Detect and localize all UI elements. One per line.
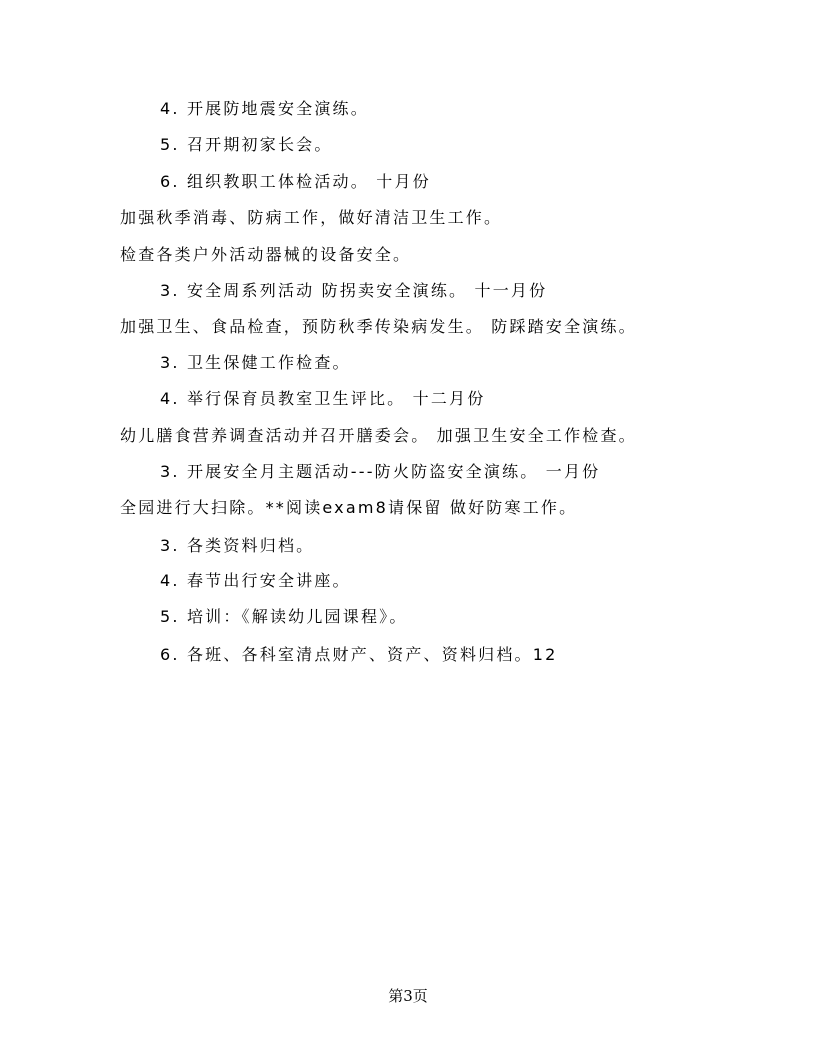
text-line: 3. 卫生保健工作检查。: [160, 353, 351, 372]
text-line: 6. 组织教职工体检活动。 十月份: [160, 172, 431, 191]
text-line: 幼儿膳食营养调查活动并召开膳委会。 加强卫生安全工作检查。: [120, 426, 637, 445]
text-line: 加强卫生、食品检查，预防秋季传染病发生。 防踩踏安全演练。: [120, 317, 637, 336]
text-line: 5. 培训：《解读幼儿园课程》。: [160, 607, 408, 626]
text-line: 全园进行大扫除。**阅读exam8请保留 做好防寒工作。: [120, 498, 578, 517]
text-line: 3. 各类资料归档。: [160, 536, 315, 555]
text-line: 4. 举行保育员教室卫生评比。 十二月份: [160, 389, 486, 408]
text-line: 加强秋季消毒、防病工作，做好清洁卫生工作。: [120, 208, 503, 227]
text-line: 5. 召开期初家长会。: [160, 135, 333, 154]
text-line: 4. 春节出行安全讲座。: [160, 571, 351, 590]
text-line: 6. 各班、各科室清点财产、资产、资料归档。12: [160, 645, 558, 664]
text-line: 4. 开展防地震安全演练。: [160, 99, 369, 118]
text-line: 3. 安全周系列活动 防拐卖安全演练。 十一月份: [160, 281, 548, 300]
page-number: 第3页: [388, 987, 428, 1005]
text-line: 检查各类户外活动器械的设备安全。: [120, 245, 412, 264]
text-line: 3. 开展安全月主题活动---防火防盗安全演练。 一月份: [160, 462, 601, 481]
